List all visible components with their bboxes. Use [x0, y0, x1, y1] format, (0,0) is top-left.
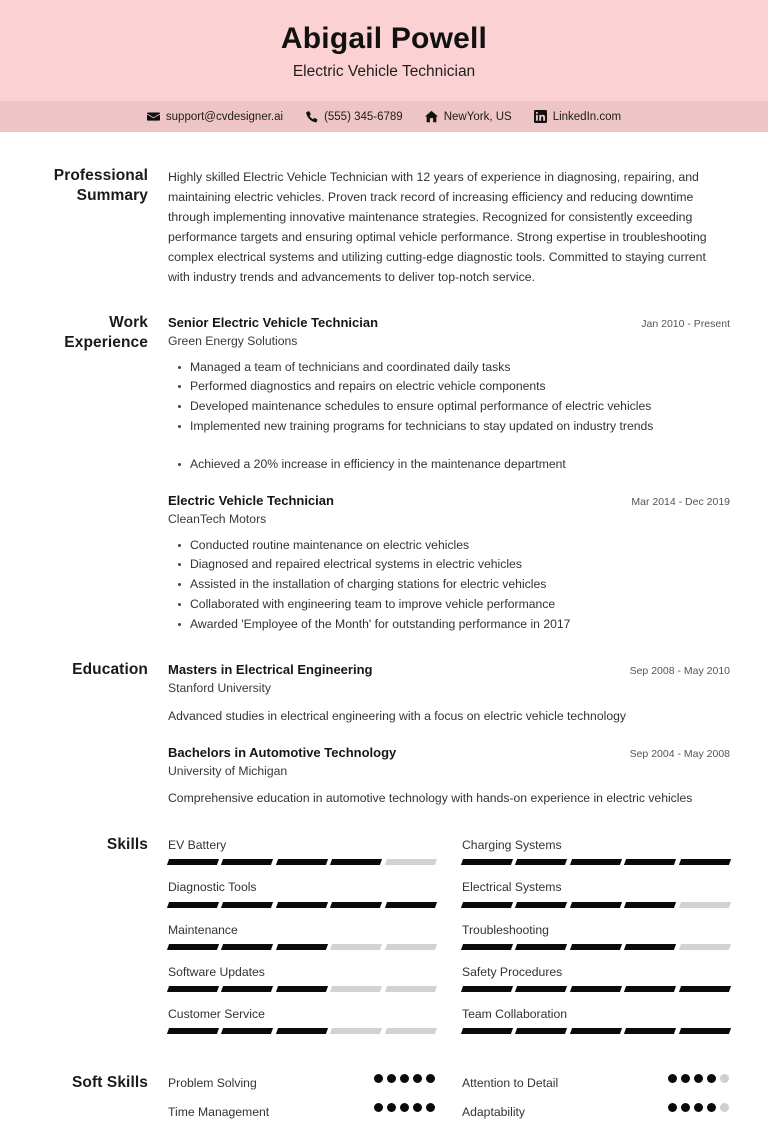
work-entry-achievements: [168, 455, 730, 475]
rating-dot: [707, 1074, 716, 1083]
linkedin-icon: [534, 110, 547, 123]
skill-bar-segment: [385, 1028, 438, 1034]
work-entry-date: Mar 2014 - Dec 2019: [631, 496, 730, 509]
list-item: Achieved a 20% increase in efficiency in the maintenance department: [190, 455, 730, 475]
soft-skill-rating: [374, 1074, 436, 1083]
list-item: Collaborated with engineering team to improve vehicle performance: [190, 595, 730, 615]
rating-dot: [387, 1074, 396, 1083]
skill-bar-segment: [461, 944, 514, 950]
education-entry-date: Sep 2008 - May 2010: [629, 665, 730, 678]
skills-grid: [168, 836, 730, 1047]
soft-skill-name: Attention to Detail: [462, 1076, 559, 1091]
section-soft-skills: [38, 1047, 730, 1131]
skill-bar-segment: [679, 859, 732, 865]
skill-bar-segment: [624, 902, 677, 908]
rating-dot: [694, 1074, 703, 1083]
soft-skill-rating: [374, 1103, 436, 1112]
section-skills: [38, 809, 730, 1047]
skill-name: Maintenance: [168, 922, 238, 937]
education-entry-title: Bachelors in Automotive Technology: [168, 745, 397, 761]
work-entry-head: [168, 492, 730, 510]
education-entry-title: Masters in Electrical Engineering: [168, 662, 373, 678]
skill-item: [168, 1005, 436, 1047]
skill-name: Software Updates: [168, 964, 265, 979]
resume-header: [0, 0, 768, 101]
skill-bar-segment: [679, 986, 732, 992]
contact-phone-text: (555) 345-6789: [324, 110, 403, 123]
list-item: Performed diagnostics and repairs on electric vehicle components: [190, 377, 730, 397]
list-item: Diagnosed and repaired electrical systems in electric vehicles: [190, 555, 730, 575]
skill-bar-segment: [570, 944, 623, 950]
section-label-summary: Professional Summary: [53, 167, 148, 205]
skill-bar-segment: [330, 944, 383, 950]
skill-bar-segment: [570, 1028, 623, 1034]
section-education: [38, 634, 730, 809]
soft-skill-item: [168, 1103, 436, 1132]
contact-email-text: support@cvdesigner.ai: [165, 110, 284, 123]
skill-bar-segment: [679, 1028, 732, 1034]
skill-level-bar: [462, 902, 730, 908]
education-entry: [168, 744, 730, 809]
candidate-name: Abigail Powell: [280, 22, 488, 55]
rating-dot: [400, 1103, 409, 1112]
skill-bar-segment: [330, 986, 383, 992]
skill-bar-segment: [330, 1028, 383, 1034]
skill-level-bar: [462, 944, 730, 950]
summary-text: Highly skilled Electric Vehicle Technician with 12 years of experience in diagnosing, repairing, and maintaining electric vehicles. Proven track record of increasing efficiency and reducing downtime through implementing innovative maintenance strategies. Recognized for consistently exceeding performance targets and ensuring optimal vehicle performance. Strong expertise in troubleshooting complex electrical systems and utilizing cutting-edge diagnostic tools. Committed to staying current with industry trends and advancements to deliver top-notch service.: [168, 170, 707, 285]
work-entry-bullets: [168, 358, 730, 437]
skill-bar-segment: [385, 986, 438, 992]
soft-skill-rating: [668, 1074, 730, 1083]
education-content: [168, 660, 730, 809]
rating-dot: [668, 1103, 677, 1112]
work-entry-date: Jan 2010 - Present: [641, 318, 730, 331]
contact-bar: [0, 101, 768, 132]
skill-item: [462, 921, 730, 963]
rating-dot: [694, 1103, 703, 1112]
soft-skill-name: Time Management: [168, 1105, 270, 1120]
skill-item: [168, 921, 436, 963]
list-item: Assisted in the installation of charging stations for electric vehicles: [190, 575, 730, 595]
section-professional-summary: [38, 132, 730, 287]
skill-level-bar: [168, 986, 436, 992]
skill-bar-segment: [330, 902, 383, 908]
skill-bar-segment: [515, 944, 568, 950]
skill-bar-segment: [276, 902, 329, 908]
skill-bar-segment: [167, 902, 220, 908]
skill-item: [168, 836, 436, 878]
skill-bar-segment: [276, 1028, 329, 1034]
skill-level-bar: [168, 944, 436, 950]
skill-name: Diagnostic Tools: [168, 880, 257, 895]
skill-name: Customer Service: [168, 1007, 265, 1022]
rating-dot: [720, 1074, 729, 1083]
contact-email[interactable]: [147, 110, 283, 123]
skill-level-bar: [168, 902, 436, 908]
contact-location[interactable]: [425, 110, 512, 123]
skill-bar-segment: [461, 1028, 514, 1034]
rating-dot: [413, 1074, 422, 1083]
skill-name: EV Battery: [168, 837, 227, 852]
skill-bar-segment: [330, 859, 383, 865]
education-entry-organization: Stanford University: [168, 680, 271, 695]
education-entry: [168, 661, 730, 726]
rating-dot: [681, 1074, 690, 1083]
skill-bar-segment: [461, 902, 514, 908]
skill-bar-segment: [570, 902, 623, 908]
skill-bar-segment: [221, 1028, 274, 1034]
skill-bar-segment: [570, 986, 623, 992]
work-entry: [168, 492, 730, 634]
skill-item: [462, 1005, 730, 1047]
skill-level-bar: [168, 859, 436, 865]
contact-linkedin[interactable]: [534, 110, 621, 123]
skill-level-bar: [462, 1028, 730, 1034]
skill-item: [168, 878, 436, 920]
skill-item: [462, 963, 730, 1005]
list-item: Awarded 'Employee of the Month' for outstanding performance in 2017: [190, 615, 730, 635]
skill-item: [462, 878, 730, 920]
work-entry-organization: CleanTech Motors: [168, 511, 267, 526]
skill-bar-segment: [221, 902, 274, 908]
skill-level-bar: [462, 859, 730, 865]
rating-dot: [720, 1103, 729, 1112]
skill-bar-segment: [461, 859, 514, 865]
skill-item: [168, 963, 436, 1005]
skill-bar-segment: [461, 986, 514, 992]
skill-name: Charging Systems: [462, 837, 562, 852]
education-entry-organization: University of Michigan: [168, 763, 288, 778]
skill-bar-segment: [221, 944, 274, 950]
skill-bar-segment: [276, 986, 329, 992]
section-label-work: Work Experience: [64, 314, 148, 352]
list-item: Managed a team of technicians and coordinated daily tasks: [190, 358, 730, 378]
rating-dot: [668, 1074, 677, 1083]
skill-bar-segment: [221, 986, 274, 992]
rating-dot: [374, 1074, 383, 1083]
skill-bar-segment: [167, 944, 220, 950]
skill-bar-segment: [385, 859, 438, 865]
rating-dot: [707, 1103, 716, 1112]
soft-skill-name: Adaptability: [462, 1105, 526, 1120]
rating-dot: [387, 1103, 396, 1112]
skill-bar-segment: [515, 859, 568, 865]
work-entry-title: Senior Electric Vehicle Technician: [168, 315, 379, 331]
rating-dot: [400, 1074, 409, 1083]
skill-bar-segment: [515, 902, 568, 908]
soft-skill-rating: [668, 1103, 730, 1112]
skill-bar-segment: [679, 902, 732, 908]
soft-skill-item: [168, 1074, 436, 1103]
contact-location-text: NewYork, US: [443, 110, 512, 123]
home-icon: [425, 110, 438, 123]
skill-name: Safety Procedures: [462, 964, 563, 979]
skill-bar-segment: [570, 859, 623, 865]
skill-bar-segment: [276, 944, 329, 950]
candidate-job-title: Electric Vehicle Technician: [292, 62, 476, 80]
work-entry-bullets: [168, 536, 730, 635]
resume-body: [0, 132, 768, 1132]
work-entry-organization: Green Energy Solutions: [168, 333, 298, 348]
work-entry-head: [168, 314, 730, 332]
skill-bar-segment: [221, 859, 274, 865]
skill-bar-segment: [167, 859, 220, 865]
section-work-experience: [38, 287, 730, 634]
skill-name: Troubleshooting: [462, 922, 549, 937]
work-entry: [168, 314, 730, 474]
soft-skills-content: [168, 1073, 730, 1131]
section-label-soft-skills: Soft Skills: [71, 1074, 148, 1092]
list-item: Implemented new training programs for technicians to stay updated on industry trends: [190, 417, 730, 437]
list-item: Conducted routine maintenance on electric vehicles: [190, 536, 730, 556]
skill-bar-segment: [515, 986, 568, 992]
skill-bar-segment: [624, 986, 677, 992]
skill-name: Team Collaboration: [462, 1007, 568, 1022]
skill-level-bar: [168, 1028, 436, 1034]
rating-dot: [374, 1103, 383, 1112]
soft-skills-grid: [168, 1074, 730, 1131]
skill-name: Electrical Systems: [462, 880, 562, 895]
skill-bar-segment: [385, 902, 438, 908]
skill-bar-segment: [624, 1028, 677, 1034]
skill-bar-segment: [679, 944, 732, 950]
skill-level-bar: [462, 986, 730, 992]
list-item: Developed maintenance schedules to ensure optimal performance of electric vehicles: [190, 397, 730, 417]
contact-phone[interactable]: [305, 110, 403, 123]
education-entry-description: Comprehensive education in automotive technology with hands-on experience in electric vehicles: [168, 791, 693, 806]
skill-bar-segment: [624, 944, 677, 950]
rating-dot: [426, 1074, 435, 1083]
skills-content: [168, 835, 730, 1047]
section-label-skills: Skills: [106, 835, 148, 853]
contact-linkedin-text: LinkedIn.com: [552, 110, 622, 123]
education-entry-head: [168, 744, 730, 762]
soft-skill-item: [462, 1103, 730, 1132]
rating-dot: [413, 1103, 422, 1112]
phone-icon: [305, 110, 318, 123]
section-label-education: Education: [72, 661, 148, 679]
rating-dot: [681, 1103, 690, 1112]
skill-bar-segment: [167, 1028, 220, 1034]
education-entry-description: Advanced studies in electrical engineering with a focus on electric vehicle technology: [168, 708, 626, 723]
skill-item: [462, 836, 730, 878]
skill-bar-segment: [515, 1028, 568, 1034]
soft-skill-name: Problem Solving: [168, 1076, 257, 1091]
education-entry-date: Sep 2004 - May 2008: [629, 748, 730, 761]
skill-bar-segment: [385, 944, 438, 950]
work-content: [168, 313, 730, 634]
skill-bar-segment: [624, 859, 677, 865]
summary-content: [168, 166, 730, 287]
envelope-icon: [147, 110, 160, 123]
skill-bar-segment: [167, 986, 220, 992]
rating-dot: [426, 1103, 435, 1112]
work-entry-title: Electric Vehicle Technician: [168, 493, 334, 509]
education-entry-head: [168, 661, 730, 679]
soft-skill-item: [462, 1074, 730, 1103]
skill-bar-segment: [276, 859, 329, 865]
